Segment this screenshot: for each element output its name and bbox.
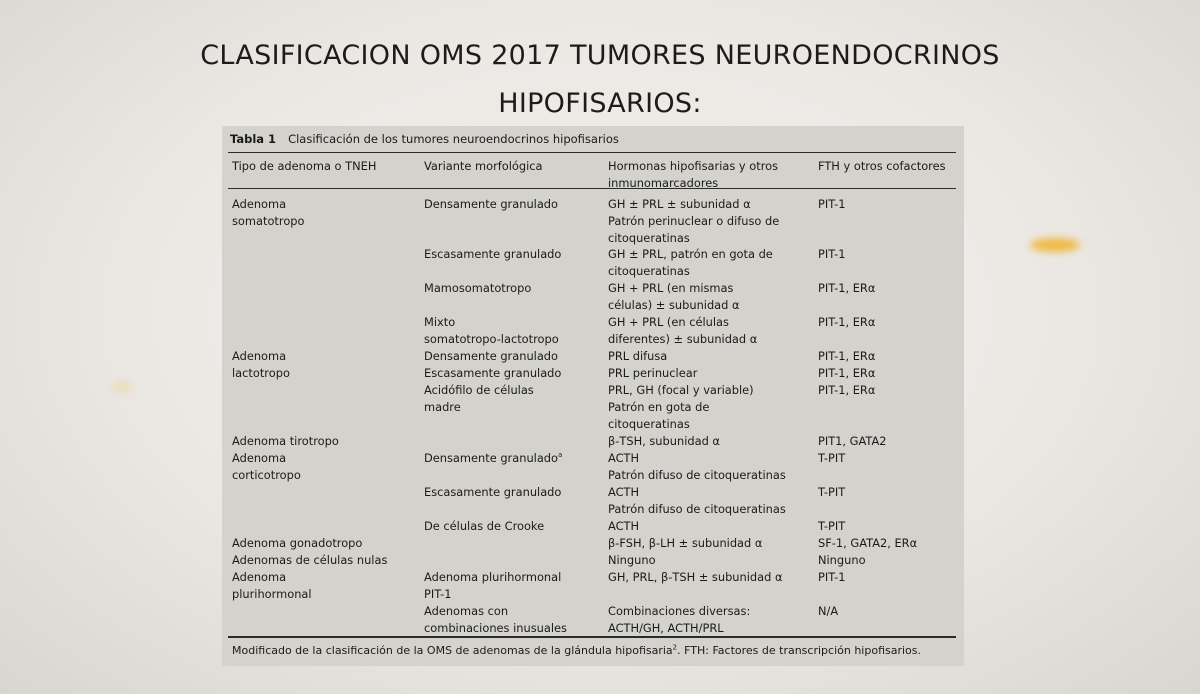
cell-hormonas: ACTH Patrón difuso de citoqueratinas [608,451,786,482]
cell-variante: Densamente granulado [424,349,559,363]
cell-hormonas: ACTH Patrón difuso de citoqueratinas [608,485,786,516]
cell-hormonas: PRL difusa [608,349,668,363]
cell-hormonas: β-TSH, subunidad α [608,434,720,448]
cell-fth: PIT-1, ERα [818,315,876,329]
cell-variante: Densamente granulado$^a$ [424,451,563,465]
table-rule-header [228,188,956,189]
cell-hormonas: β-FSH, β-LH ± subunidad α [608,536,763,550]
cell-hormonas: GH + PRL (en mismas células) ± subunidad α [608,281,740,312]
cell-variante: Mamosomatotropo [424,281,532,295]
table-caption-text: Clasificación de los tumores neuroendocrinos hipofisarios [288,132,619,146]
cell-fth: PIT-1 [818,197,846,211]
cell-variante: Densamente granulado [424,197,559,211]
cell-variante: Acidófilo de células madre [424,383,534,414]
table-rule-top [228,152,956,153]
cell-fth: PIT-1 [818,247,846,261]
cell-variante: Adenoma plurihormonal PIT-1 [424,570,562,601]
cell-tipo: Adenoma gonadotropo [232,536,363,550]
cell-fth: PIT-1 [818,570,846,584]
cell-fth: PIT1, GATA2 [818,434,887,448]
cell-variante: Escasamente granulado [424,366,562,380]
slide-title-line-2: HIPOFISARIOS: [498,88,702,119]
table-caption [230,132,619,146]
cell-tipo: Adenoma corticotropo [232,451,301,482]
cell-fth: SF-1, GATA2, ERα [818,536,918,550]
cell-hormonas: PRL perinuclear [608,366,698,380]
footnote-text: Modificado de la clasificación de la OMS de adenomas de la glándula hipofisaria [232,644,673,657]
cell-hormonas: Combinaciones diversas: ACTH/GH, ACTH/PRL [608,604,751,635]
cell-hormonas: Ninguno [608,553,656,567]
cell-variante: Escasamente granulado [424,247,562,261]
table-label: Tabla 1 [230,132,277,146]
cell-variante: Escasamente granulado [424,485,562,499]
header-fth: FTH y otros cofactores [818,159,946,173]
cell-fth: T-PIT [818,519,846,533]
footnote-ref: 2 [672,643,678,652]
slide-title-line-1: CLASIFICACION OMS 2017 TUMORES NEUROENDOCRINOS [200,40,1000,71]
cell-hormonas: PRL, GH (focal y variable) Patrón en gota de citoqueratinas [608,383,754,431]
cell-hormonas: GH ± PRL, patrón en gota de citoqueratinas [608,247,773,278]
classification-table [222,126,964,666]
cell-fth: Ninguno [818,553,866,567]
cell-variante: Mixto somatotropo-lactotropo [424,315,559,346]
cell-hormonas: GH, PRL, β-TSH ± subunidad α [608,570,783,584]
cell-tipo: Adenoma tirotropo [232,434,339,448]
cell-tipo: Adenoma plurihormonal [232,570,312,601]
cell-tipo: Adenomas de células nulas [232,553,388,567]
cell-tipo: Adenoma lactotropo [232,349,290,380]
cell-variante: De células de Crooke [424,519,545,533]
header-variante: Variante morfológica [424,159,543,173]
cell-hormonas: ACTH [608,519,640,533]
cell-fth: PIT-1, ERα [818,281,876,295]
superscript-note: a [558,451,563,460]
projector-glare [112,382,132,392]
cell-fth: PIT-1, ERα [818,366,876,380]
cell-fth: PIT-1, ERα [818,349,876,363]
header-tipo: Tipo de adenoma o TNEH [232,159,377,173]
cell-tipo: Adenoma somatotropo [232,197,305,228]
cell-variante: Adenomas con combinaciones inusuales [424,604,567,635]
footnote-text-end: . FTH: Factores de transcripción hipofisarios. [677,644,921,657]
cell-fth: T-PIT [818,485,846,499]
header-hormonas: Hormonas hipofisarias y otros inmunomarcadores [608,159,779,190]
cell-fth: T-PIT [818,451,846,465]
table-rule-bottom [228,636,956,638]
projector-glare [1030,238,1080,252]
cell-hormonas: GH ± PRL ± subunidad α Patrón perinuclear o difuso de citoqueratinas [608,197,780,245]
cell-fth: PIT-1, ERα [818,383,876,397]
table-footnote [232,644,921,657]
cell-fth: N/A [818,604,839,618]
cell-hormonas: GH + PRL (en células diferentes) ± subunidad α [608,315,758,346]
